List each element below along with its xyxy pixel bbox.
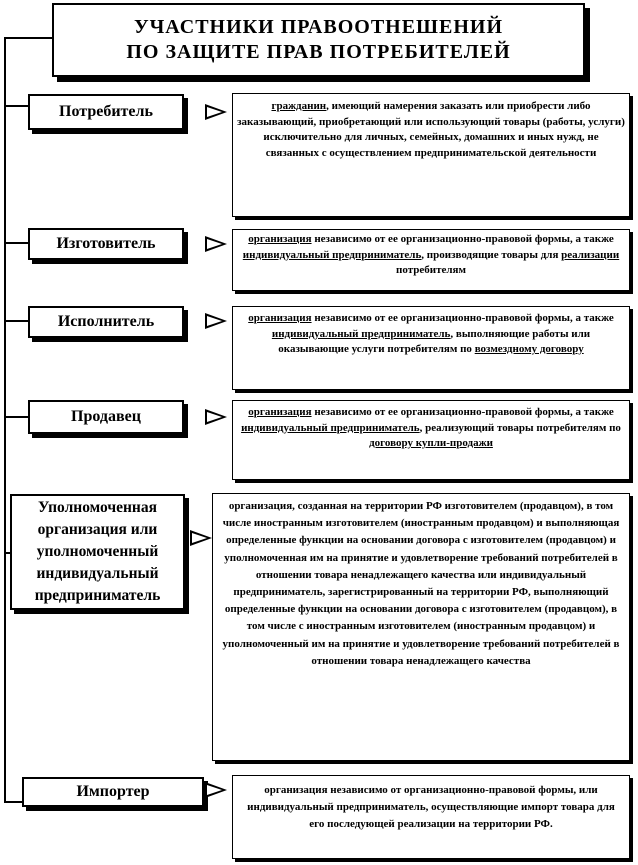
- desc-consumer: [232, 93, 630, 217]
- desc-seller: [232, 400, 630, 480]
- desc-seller-c: индивидуальный предприниматель: [241, 421, 420, 434]
- desc-contractor-a: организация: [248, 312, 312, 324]
- label-consumer: [28, 94, 184, 130]
- connector-seller: [4, 416, 28, 418]
- desc-manufacturer-c: индивидуальный предприниматель: [242, 248, 422, 261]
- arrow-consumer: [205, 104, 227, 120]
- arrow-seller: [205, 409, 227, 425]
- label-importer: [22, 777, 204, 807]
- arrow-contractor: [205, 313, 227, 329]
- label-seller-text: Продавец: [71, 408, 141, 425]
- connector-title: [4, 37, 52, 39]
- label-consumer-text: Потребитель: [59, 103, 153, 120]
- desc-manufacturer-d: , производящие товары для: [421, 248, 562, 261]
- desc-importer: [232, 775, 630, 859]
- desc-authorized-text: организация, созданная на территории РФ изготовителем (продавцом), в том числе иностранным изготовителем (иностранным продавцом) и выполняющая определенные функции на основании договора с изготовителем (продавцом) и уполномоченная им на принятие и удовлетворение требований потребителей в отношении товара ненадлежащего качества или индивидуальный предприниматель, зарегистрированный на территории РФ, выполняющий определенные функции на основании договора с изготовителем (продавцом), в том числе с иностранным изготовителем (иностранным продавцом) и уполномоченный им на принятие и удовлетворение требований потребителей в отношении товара ненадлежащего качества: [222, 500, 620, 667]
- desc-consumer-term: гражданин: [271, 100, 327, 112]
- label-authorized-text: Уполномоченная организация или уполномоченный индивидуальный предприниматель: [34, 499, 161, 604]
- label-contractor-text: Исполнитель: [57, 313, 155, 330]
- connector-contractor: [4, 320, 28, 322]
- connector-importer: [4, 801, 22, 803]
- desc-seller-b: независимо от ее организационно-правовой формы, а также: [311, 406, 614, 418]
- arrow-authorized: [190, 530, 212, 546]
- desc-importer-text: организация независимо от организационно-правовой формы, или индивидуальный предприниматель, осуществляющие импорт товара для его последующей реализации на территории РФ.: [247, 784, 615, 830]
- desc-manufacturer: [232, 229, 630, 291]
- title-line-1: УЧАСТНИКИ ПРАВООТНЕШЕНИЙ: [133, 16, 504, 38]
- desc-consumer-text: , имеющий намерения заказать или приобрести либо заказывающий, приобретающий или использующий товары (работы, услуги) исключительно для личных, семейных, домашних и иных нужд, не связанных с осуществлением предпринимательской деятельности: [237, 100, 625, 159]
- desc-authorized: [212, 493, 630, 761]
- desc-manufacturer-b: независимо от ее организационно-правовой формы, а также: [311, 233, 614, 245]
- label-manufacturer: [28, 228, 184, 260]
- desc-manufacturer-f: потребителям: [396, 264, 466, 276]
- diagram-title: [52, 3, 585, 77]
- connector-consumer: [4, 105, 28, 107]
- label-seller: [28, 400, 184, 434]
- connector-spine: [4, 37, 6, 803]
- title-line-2: ПО ЗАЩИТЕ ПРАВ ПОТРЕБИТЕЛЕЙ: [126, 41, 511, 63]
- arrow-manufacturer: [205, 236, 227, 252]
- desc-contractor: [232, 306, 630, 390]
- desc-seller-d: , реализующий товары потребителям по: [419, 421, 621, 434]
- label-manufacturer-text: Изготовитель: [56, 235, 156, 252]
- label-authorized: [10, 494, 185, 610]
- connector-manufacturer: [4, 242, 28, 244]
- desc-seller-e: договору купли-продажи: [369, 437, 493, 449]
- desc-manufacturer-e: реализации: [561, 248, 620, 261]
- desc-contractor-c: индивидуальный предприниматель: [271, 327, 451, 340]
- label-importer-text: Импортер: [76, 783, 150, 800]
- desc-contractor-b: независимо от ее организационно-правовой формы, а также: [311, 312, 614, 324]
- arrow-importer: [205, 782, 227, 798]
- desc-seller-a: организация: [248, 406, 312, 418]
- desc-contractor-d: , выполняющие работы или оказывающие услуги потребителям по: [278, 327, 591, 355]
- desc-manufacturer-a: организация: [248, 233, 312, 245]
- label-contractor: [28, 306, 184, 338]
- desc-contractor-e: возмездному договору: [474, 343, 584, 355]
